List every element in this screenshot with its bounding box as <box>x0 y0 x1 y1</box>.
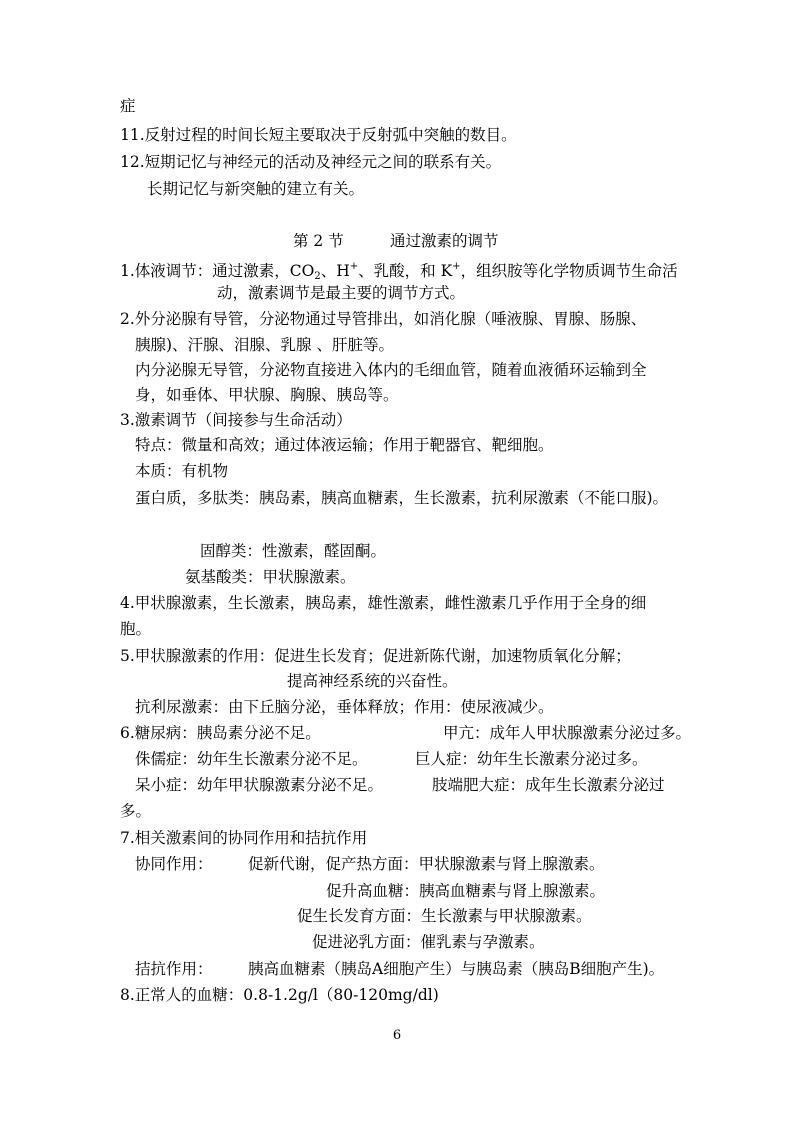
line-19: 胞。 <box>120 620 152 638</box>
line-17: 氨基酸类：甲状腺激素。 <box>185 568 356 586</box>
line-4: 长期记忆与新突触的建立有关。 <box>147 180 365 198</box>
line-25a: 呆小症：幼年甲状腺激素分泌不足。 <box>135 776 384 794</box>
line-21: 提高神经系统的兴奋性。 <box>287 672 458 690</box>
line-23b: 甲亢：成年人甲状腺激素分泌过多。 <box>443 724 692 742</box>
line-27: 7.相关激素间的协同作用和拮抗作用 <box>120 829 368 847</box>
line-3: 12.短期记忆与神经元的活动及神经元之间的联系有关。 <box>120 153 502 171</box>
line-10: 内分泌腺无导管，分泌物直接进入体内的毛细血管，随着血液循环运输到全 <box>135 361 647 379</box>
line-16: 固醇类：性激素，醛固酮。 <box>200 542 387 560</box>
page-number: 6 <box>392 1028 402 1043</box>
line-23a: 6.糖尿病：胰岛素分泌不足。 <box>120 724 321 742</box>
line-24b: 巨人症：幼年生长激素分泌过多。 <box>415 750 648 768</box>
section-title: 通过激素的调节 <box>390 232 499 250</box>
line-8: 2.外分泌腺有导管，分泌物通过导管排出，如消化腺（唾液腺、胃腺、肠腺、 <box>120 310 647 328</box>
line-20: 5.甲状腺激素的作用：促进生长发育；促进新陈代谢，加速物质氧化分解； <box>120 647 631 665</box>
line-14: 本质：有机物 <box>135 462 229 480</box>
line-28a: 协同作用： <box>135 855 213 873</box>
line-28b: 促新代谢，促产热方面：甲状腺激素与肾上腺激素。 <box>248 855 605 873</box>
line-13: 特点：微量和高效；通过体液运输；作用于靶器官、靶细胞。 <box>135 436 554 454</box>
line-22: 抗利尿激素：由下丘脑分泌，垂体释放；作用：使尿液减少。 <box>135 698 554 716</box>
line-25b: 肢端肥大症：成年生长激素分泌过 <box>432 776 665 794</box>
line-29: 促升高血糖：胰高血糖素与肾上腺激素。 <box>326 882 606 900</box>
line-31: 促进泌乳方面：催乳素与孕激素。 <box>312 933 545 951</box>
line-6: 1.体液调节：通过激素，$CO_2$、H+、乳酸，和 K+，组织胺等化学物质调节生命活 <box>120 261 678 282</box>
line-9: 胰腺)、汗腺、泪腺、乳腺 、肝脏等。 <box>135 336 394 354</box>
line-7: 动，激素调节是最主要的调节方式。 <box>217 284 466 302</box>
line-26: 多。 <box>120 802 152 820</box>
line-30: 促生长发育方面：生长激素与甲状腺激素。 <box>297 907 592 925</box>
line-24a: 侏儒症：幼年生长激素分泌不足。 <box>135 750 368 768</box>
line-12: 3.激素调节（间接参与生命活动） <box>120 411 352 429</box>
line-11: 身，如垂体、甲状腺、胸腺、胰岛等。 <box>135 386 399 404</box>
line-18: 4.甲状腺激素，生长激素，胰岛素，雄性激素，雌性激素几乎作用于全身的细 <box>120 594 647 612</box>
line-33: 8.正常人的血糖：0.8-1.2g/l（80-120mg/dl) <box>120 986 439 1004</box>
section-number: 第 2 节 <box>293 232 344 250</box>
line-15: 蛋白质，多肽类：胰岛素，胰高血糖素，生长激素，抗利尿激素（不能口服)。 <box>135 489 669 507</box>
line-2: 11.反射过程的时间长短主要取决于反射弧中突触的数目。 <box>120 126 517 144</box>
line-32a: 拮抗作用： <box>135 960 213 978</box>
line-32b: 胰高血糖素（胰岛A细胞产生）与胰岛素（胰岛B细胞产生)。 <box>248 960 665 978</box>
line-1: 症 <box>120 97 136 115</box>
